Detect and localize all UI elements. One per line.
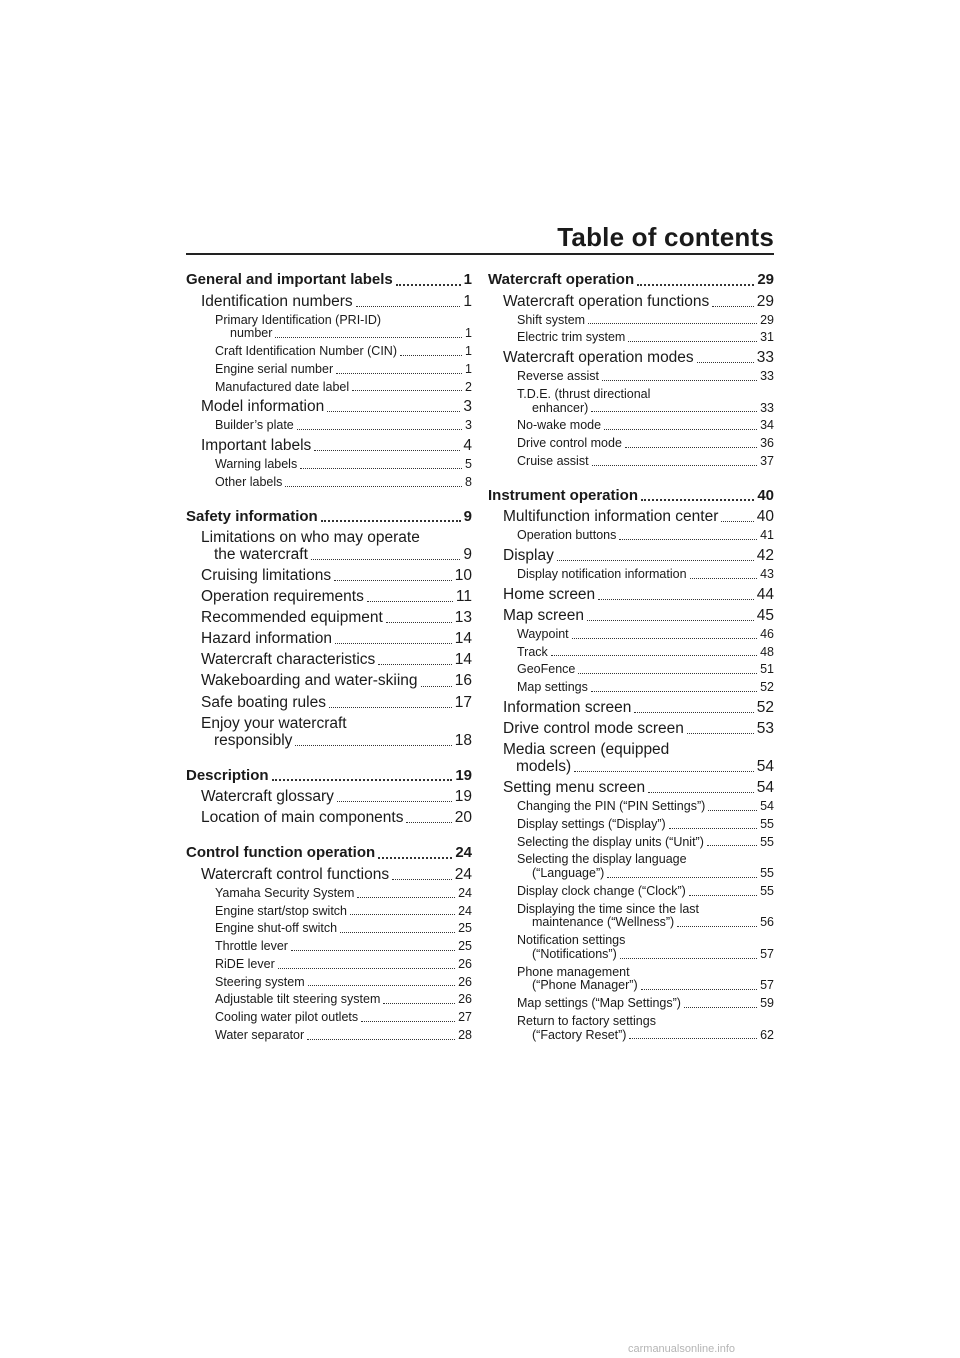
toc-entry-title: Watercraft control functions xyxy=(201,865,390,883)
toc-page-number: 19 xyxy=(455,766,472,784)
toc-entry[interactable] xyxy=(488,370,774,384)
toc-page-number: 26 xyxy=(458,992,472,1007)
toc-entry-title: RiDE lever xyxy=(215,956,275,971)
toc-page-number: 36 xyxy=(760,436,774,451)
toc-dot-leader xyxy=(557,560,754,561)
toc-entry[interactable] xyxy=(488,836,774,850)
toc-page-number: 18 xyxy=(454,731,472,749)
toc-dot-leader xyxy=(689,895,757,896)
toc-entry[interactable] xyxy=(186,588,472,605)
toc-entry[interactable] xyxy=(186,694,472,711)
toc-page-number: 24 xyxy=(455,844,472,862)
toc-entry[interactable] xyxy=(488,1015,774,1043)
toc-page-number: 25 xyxy=(458,939,472,954)
toc-dot-leader xyxy=(295,745,451,746)
toc-dot-leader xyxy=(588,323,757,324)
toc-entry-title: Cooling water pilot outlets xyxy=(215,1010,359,1025)
toc-dot-leader xyxy=(396,284,461,286)
toc-entry[interactable] xyxy=(488,419,774,433)
toc-page-number: 31 xyxy=(760,330,774,345)
toc-entry[interactable] xyxy=(186,509,472,526)
toc-entry-title-continued: number xyxy=(230,326,273,341)
toc-entry-title: Phone management xyxy=(517,964,630,979)
toc-entry-title: Multifunction information center xyxy=(503,508,719,526)
toc-entry[interactable] xyxy=(186,630,472,647)
toc-entry[interactable] xyxy=(488,272,774,289)
toc-page-number: 55 xyxy=(760,883,774,898)
toc-dot-leader xyxy=(367,601,453,602)
toc-entry-title: Display notification information xyxy=(517,566,687,581)
toc-page-number: 40 xyxy=(756,508,774,526)
toc-page-number: 26 xyxy=(458,974,472,989)
toc-entry[interactable] xyxy=(488,853,774,881)
toc-dot-leader xyxy=(619,539,757,540)
toc-dot-leader xyxy=(352,390,462,391)
toc-entry[interactable] xyxy=(488,293,774,310)
toc-entry-title: Map screen xyxy=(503,606,584,624)
toc-entry-title: Description xyxy=(186,766,269,784)
toc-entry[interactable] xyxy=(186,314,472,342)
toc-entry-title: Track xyxy=(517,644,548,659)
toc-entry[interactable] xyxy=(186,866,472,883)
toc-entry-title: Media screen (equipped xyxy=(503,740,670,758)
toc-entry[interactable] xyxy=(186,272,472,289)
toc-entry[interactable] xyxy=(186,529,472,563)
toc-dot-leader xyxy=(356,306,461,307)
toc-entry-title: Watercraft operation modes xyxy=(503,349,694,367)
toc-dot-leader xyxy=(712,306,754,307)
toc-dot-leader xyxy=(687,733,754,734)
toc-entry[interactable] xyxy=(186,458,472,472)
page-title: Table of contents xyxy=(557,222,774,252)
toc-entry[interactable] xyxy=(186,1011,472,1025)
toc-entry[interactable] xyxy=(186,788,472,805)
toc-entry[interactable] xyxy=(488,699,774,716)
toc-page-number: 3 xyxy=(465,418,472,433)
toc-dot-leader xyxy=(572,638,757,639)
toc-entry-title-continued: responsibly xyxy=(214,731,293,749)
toc-page-number: 1 xyxy=(463,271,472,288)
toc-dot-leader xyxy=(697,362,754,363)
toc-entry-title: Return to factory settings xyxy=(517,1013,656,1028)
toc-entry[interactable] xyxy=(186,1029,472,1043)
toc-page-number: 55 xyxy=(760,834,774,849)
title-rule xyxy=(186,253,774,255)
toc-entry-title: Watercraft operation xyxy=(488,271,635,288)
toc-page-number: 24 xyxy=(458,903,472,918)
toc-entry[interactable] xyxy=(488,607,774,624)
toc-page-number: 55 xyxy=(760,816,774,831)
toc-entry-title: Engine start/stop switch xyxy=(215,903,348,918)
toc-page-number: 56 xyxy=(760,915,774,930)
toc-page-number: 9 xyxy=(463,546,472,564)
toc-dot-leader xyxy=(641,499,754,501)
toc-entry-title: Information screen xyxy=(503,698,632,716)
toc-dot-leader xyxy=(307,1039,455,1040)
toc-page-number: 37 xyxy=(760,453,774,468)
toc-dot-leader xyxy=(591,411,757,412)
toc-page-number: 1 xyxy=(465,361,472,376)
toc-dot-leader xyxy=(400,355,462,356)
toc-page-number: 13 xyxy=(454,609,472,627)
toc-entry[interactable] xyxy=(488,818,774,832)
toc-page-number: 11 xyxy=(455,588,472,606)
toc-entry-title: Manufactured date label xyxy=(215,379,350,394)
toc-dot-leader xyxy=(336,373,462,374)
toc-dot-leader xyxy=(272,779,453,781)
toc-dot-leader xyxy=(587,620,754,621)
toc-entry[interactable] xyxy=(488,934,774,962)
toc-entry[interactable] xyxy=(186,958,472,972)
toc-page-number: 29 xyxy=(756,292,774,310)
toc-entry-title: Displaying the time since the last xyxy=(517,901,700,916)
toc-dot-leader xyxy=(421,686,452,687)
toc-dot-leader xyxy=(628,341,757,342)
toc-dot-leader xyxy=(278,968,455,969)
toc-dot-leader xyxy=(690,578,758,579)
toc-entry[interactable] xyxy=(488,508,774,525)
toc-page-number: 1 xyxy=(465,326,472,341)
toc-dot-leader xyxy=(314,450,460,451)
toc-dot-leader xyxy=(275,337,462,338)
toc-page-number: 3 xyxy=(463,398,472,416)
toc-entry[interactable] xyxy=(488,455,774,469)
toc-entry-title-continued: (“Factory Reset”) xyxy=(532,1027,627,1042)
toc-entry[interactable] xyxy=(186,922,472,936)
toc-page-number: 54 xyxy=(756,778,774,796)
toc-page-number: 20 xyxy=(454,809,472,827)
toc-page-number: 54 xyxy=(756,757,774,775)
toc-entry-title: Selecting the display units (“Unit”) xyxy=(517,834,704,849)
toc-dot-leader xyxy=(648,792,754,793)
toc-page-number: 10 xyxy=(454,567,472,585)
toc-entry-title: Setting menu screen xyxy=(503,778,646,796)
toc-page-number: 33 xyxy=(760,400,774,415)
toc-page-number: 62 xyxy=(760,1027,774,1042)
toc-entry-title-continued: models) xyxy=(516,757,572,775)
toc-dot-leader xyxy=(592,465,758,466)
toc-page-number: 57 xyxy=(760,946,774,961)
toc-page-number: 14 xyxy=(454,630,472,648)
toc-dot-leader xyxy=(607,877,757,878)
toc-entry-title: Other labels xyxy=(215,474,283,489)
toc-page-number: 26 xyxy=(458,956,472,971)
toc-dot-leader xyxy=(340,932,455,933)
toc-dot-leader xyxy=(357,897,455,898)
toc-page-number: 59 xyxy=(760,996,774,1011)
toc-entry[interactable] xyxy=(488,966,774,994)
toc-page-number: 34 xyxy=(760,418,774,433)
toc-entry-title: Map settings xyxy=(517,680,588,695)
toc-dot-leader xyxy=(707,845,757,846)
toc-page-number: 27 xyxy=(458,1010,472,1025)
toc-dot-leader xyxy=(291,950,455,951)
toc-entry-title: Operation buttons xyxy=(517,528,617,543)
toc-entry[interactable] xyxy=(186,293,472,310)
toc-entry[interactable] xyxy=(488,628,774,642)
toc-entry[interactable] xyxy=(186,672,472,689)
toc-page-number: 51 xyxy=(760,662,774,677)
toc-dot-leader xyxy=(386,622,452,623)
toc-dot-leader xyxy=(641,989,757,990)
toc-dot-leader xyxy=(406,822,451,823)
toc-dot-leader xyxy=(629,1038,757,1039)
toc-dot-leader xyxy=(378,857,452,859)
toc-entry-title: Limitations on who may operate xyxy=(201,529,420,547)
toc-page-number: 53 xyxy=(756,719,774,737)
toc-page-number: 2 xyxy=(465,379,472,394)
toc-dot-leader xyxy=(634,712,753,713)
toc-entry-title: Enjoy your watercraft xyxy=(201,714,347,732)
toc-page-number: 14 xyxy=(454,651,472,669)
toc-entry[interactable] xyxy=(186,768,472,785)
toc-page-number: 25 xyxy=(458,921,472,936)
toc-page-number: 42 xyxy=(756,546,774,564)
toc-entry-title: Water separator xyxy=(215,1027,305,1042)
toc-dot-leader xyxy=(392,879,452,880)
toc-entry[interactable] xyxy=(186,940,472,954)
toc-entry[interactable] xyxy=(488,586,774,603)
toc-entry-title: Watercraft operation functions xyxy=(503,292,710,310)
watermark: carmanualsonline.info xyxy=(628,1343,736,1355)
toc-entry[interactable] xyxy=(186,381,472,395)
toc-entry-title-continued: enhancer) xyxy=(532,400,589,415)
toc-entry[interactable] xyxy=(186,809,472,826)
toc-entry-title: Hazard information xyxy=(201,630,332,648)
toc-entry-title: Electric trim system xyxy=(517,330,626,345)
toc-entry-title-continued: the watercraft xyxy=(214,546,308,564)
toc-dot-leader xyxy=(334,580,452,581)
toc-entry[interactable] xyxy=(488,437,774,451)
toc-entry-title: Important labels xyxy=(201,437,312,455)
toc-page-number: 8 xyxy=(465,474,472,489)
toc-dot-leader xyxy=(297,429,462,430)
toc-page-number: 44 xyxy=(756,585,774,603)
toc-entry-title-continued: (“Language”) xyxy=(532,866,605,881)
toc-entry-title: Warning labels xyxy=(215,457,298,472)
toc-entry[interactable] xyxy=(186,419,472,433)
toc-entry[interactable] xyxy=(186,651,472,668)
toc-entry[interactable] xyxy=(488,488,774,505)
toc-dot-leader xyxy=(337,801,452,802)
toc-dot-leader xyxy=(350,914,455,915)
toc-entry-title: Safety information xyxy=(186,507,318,525)
toc-page-number: 52 xyxy=(760,680,774,695)
toc-dot-leader xyxy=(574,771,754,772)
toc-dot-leader xyxy=(551,655,757,656)
toc-dot-leader xyxy=(361,1021,455,1022)
toc-page-number: 33 xyxy=(756,349,774,367)
toc-entry-title: Watercraft glossary xyxy=(201,788,334,806)
toc-column-left xyxy=(186,272,472,1043)
toc-entry[interactable] xyxy=(488,800,774,814)
toc-entry-title: Cruise assist xyxy=(517,453,589,468)
toc-entry[interactable] xyxy=(488,529,774,543)
toc-dot-leader xyxy=(620,958,757,959)
toc-dot-leader xyxy=(598,599,754,600)
toc-page-number: 48 xyxy=(760,644,774,659)
toc-page-number: 5 xyxy=(465,457,472,472)
toc-entry[interactable] xyxy=(488,779,774,796)
toc-page-number: 29 xyxy=(757,271,774,288)
toc-entry[interactable] xyxy=(186,567,472,584)
toc-entry-title: Map settings (“Map Settings”) xyxy=(517,996,681,1011)
toc-entry-title: Drive control mode screen xyxy=(503,719,684,737)
toc-entry-title: Builder’s plate xyxy=(215,418,294,433)
toc-dot-leader xyxy=(625,447,757,448)
toc-page-number: 57 xyxy=(760,978,774,993)
toc-entry-title-continued: (“Notifications”) xyxy=(532,946,617,961)
toc-entry-title-continued: maintenance (“Wellness”) xyxy=(532,915,675,930)
toc-entry-title: Shift system xyxy=(517,312,586,327)
toc-entry-title: Display xyxy=(503,546,554,564)
toc-page-number: 54 xyxy=(760,799,774,814)
toc-page-number: 40 xyxy=(757,486,774,504)
toc-dot-leader xyxy=(383,1003,455,1004)
toc-entry-title: Drive control mode xyxy=(517,436,622,451)
toc-dot-leader xyxy=(708,810,757,811)
toc-dot-leader xyxy=(669,828,757,829)
toc-entry-title: Watercraft characteristics xyxy=(201,651,376,669)
toc-dot-leader xyxy=(677,926,757,927)
toc-entry[interactable] xyxy=(488,314,774,328)
toc-entry-title: Selecting the display language xyxy=(517,852,687,867)
toc-page-number: 52 xyxy=(756,698,774,716)
toc-entry[interactable] xyxy=(488,720,774,737)
toc-entry-title: Yamaha Security System xyxy=(215,885,355,900)
toc-entry[interactable] xyxy=(488,349,774,366)
toc-page-number: 41 xyxy=(760,528,774,543)
toc-page-number: 16 xyxy=(454,672,472,690)
toc-entry[interactable] xyxy=(488,547,774,564)
toc-entry[interactable] xyxy=(186,437,472,454)
toc-entry[interactable] xyxy=(186,976,472,990)
toc-entry-title: Control function operation xyxy=(186,844,376,862)
toc-dot-leader xyxy=(721,521,753,522)
toc-entry[interactable] xyxy=(186,905,472,919)
toc-entry-title: Craft Identification Number (CIN) xyxy=(215,344,398,359)
toc-entry-title: Primary Identification (PRI-ID) xyxy=(215,312,382,327)
toc-entry-title: Adjustable tilt steering system xyxy=(215,992,381,1007)
toc-entry-title: Display settings (“Display”) xyxy=(517,816,666,831)
toc-entry-title: Display clock change (“Clock”) xyxy=(517,883,686,898)
toc-dot-leader xyxy=(578,673,757,674)
toc-entry[interactable] xyxy=(488,741,774,775)
toc-page-number: 33 xyxy=(760,369,774,384)
toc-page-number: 29 xyxy=(760,312,774,327)
toc-dot-leader xyxy=(335,643,452,644)
toc-page-number: 46 xyxy=(760,626,774,641)
toc-dot-leader xyxy=(602,380,757,381)
toc-entry-title: GeoFence xyxy=(517,662,576,677)
toc-entry[interactable] xyxy=(488,903,774,931)
toc-entry-title: Identification numbers xyxy=(201,292,353,310)
toc-dot-leader xyxy=(308,985,455,986)
toc-entry[interactable] xyxy=(186,345,472,359)
toc-page-number: 1 xyxy=(465,344,472,359)
toc-dot-leader xyxy=(637,284,754,286)
toc-dot-leader xyxy=(327,411,460,412)
toc-dot-leader xyxy=(300,468,462,469)
toc-entry-title: T.D.E. (thrust directional xyxy=(517,386,651,401)
toc-entry-title: Instrument operation xyxy=(488,486,639,504)
toc-entry-title: No-wake mode xyxy=(517,418,602,433)
toc-entry-title: Notification settings xyxy=(517,933,626,948)
toc-entry-title: Reverse assist xyxy=(517,369,599,384)
toc-page-number: 55 xyxy=(760,866,774,881)
toc-entry-title: Waypoint xyxy=(517,626,569,641)
toc-entry-title: Engine serial number xyxy=(215,361,334,376)
toc-entry-title: Operation requirements xyxy=(201,588,364,606)
toc-entry-title: Cruising limitations xyxy=(201,567,332,585)
toc-entry-title: General and important labels xyxy=(186,271,393,288)
toc-page-number: 1 xyxy=(463,292,472,310)
toc-entry-title: Wakeboarding and water-skiing xyxy=(201,672,418,690)
toc-column-right xyxy=(488,272,774,1042)
toc-dot-leader xyxy=(285,486,462,487)
toc-entry[interactable] xyxy=(488,885,774,899)
toc-entry-title: Safe boating rules xyxy=(201,693,326,711)
toc-page-number: 9 xyxy=(463,507,472,525)
toc-page-number: 24 xyxy=(458,885,472,900)
toc-dot-leader xyxy=(604,429,757,430)
toc-dot-leader xyxy=(591,691,757,692)
toc-entry[interactable] xyxy=(488,646,774,660)
toc-entry[interactable] xyxy=(488,388,774,416)
toc-dot-leader xyxy=(329,707,452,708)
toc-entry-title: Home screen xyxy=(503,585,596,603)
toc-page-number: 45 xyxy=(756,606,774,624)
toc-page-number: 19 xyxy=(454,788,472,806)
toc-page-number: 24 xyxy=(454,865,472,883)
toc-entry-title: Location of main components xyxy=(201,809,404,827)
toc-entry[interactable] xyxy=(186,887,472,901)
toc-entry-title: Steering system xyxy=(215,974,305,989)
toc-page-number: 28 xyxy=(458,1027,472,1042)
toc-dot-leader xyxy=(378,664,451,665)
toc-entry-title: Model information xyxy=(201,398,325,416)
toc-page-number: 17 xyxy=(454,693,472,711)
toc-entry[interactable] xyxy=(488,331,774,345)
toc-entry[interactable] xyxy=(186,715,472,749)
toc-entry-title: Throttle lever xyxy=(215,939,288,954)
toc-entry[interactable] xyxy=(186,845,472,862)
toc-page-number: 4 xyxy=(463,437,472,455)
toc-entry[interactable] xyxy=(488,568,774,582)
toc-entry[interactable] xyxy=(488,997,774,1011)
toc-entry-title: Recommended equipment xyxy=(201,609,383,627)
toc-entry-title: Engine shut-off switch xyxy=(215,921,338,936)
toc-entry[interactable] xyxy=(186,609,472,626)
toc-dot-leader xyxy=(321,520,461,522)
toc-entry-title-continued: (“Phone Manager”) xyxy=(532,978,638,993)
toc-entry[interactable] xyxy=(186,363,472,377)
toc-page-number: 43 xyxy=(760,566,774,581)
toc-entry[interactable] xyxy=(186,476,472,490)
toc-entry[interactable] xyxy=(186,993,472,1007)
toc-dot-leader xyxy=(684,1007,757,1008)
toc-entry[interactable] xyxy=(186,398,472,415)
toc-entry-title: Changing the PIN (“PIN Settings”) xyxy=(517,799,706,814)
toc-entry[interactable] xyxy=(488,663,774,677)
toc-dot-leader xyxy=(311,559,460,560)
toc-entry[interactable] xyxy=(488,681,774,695)
